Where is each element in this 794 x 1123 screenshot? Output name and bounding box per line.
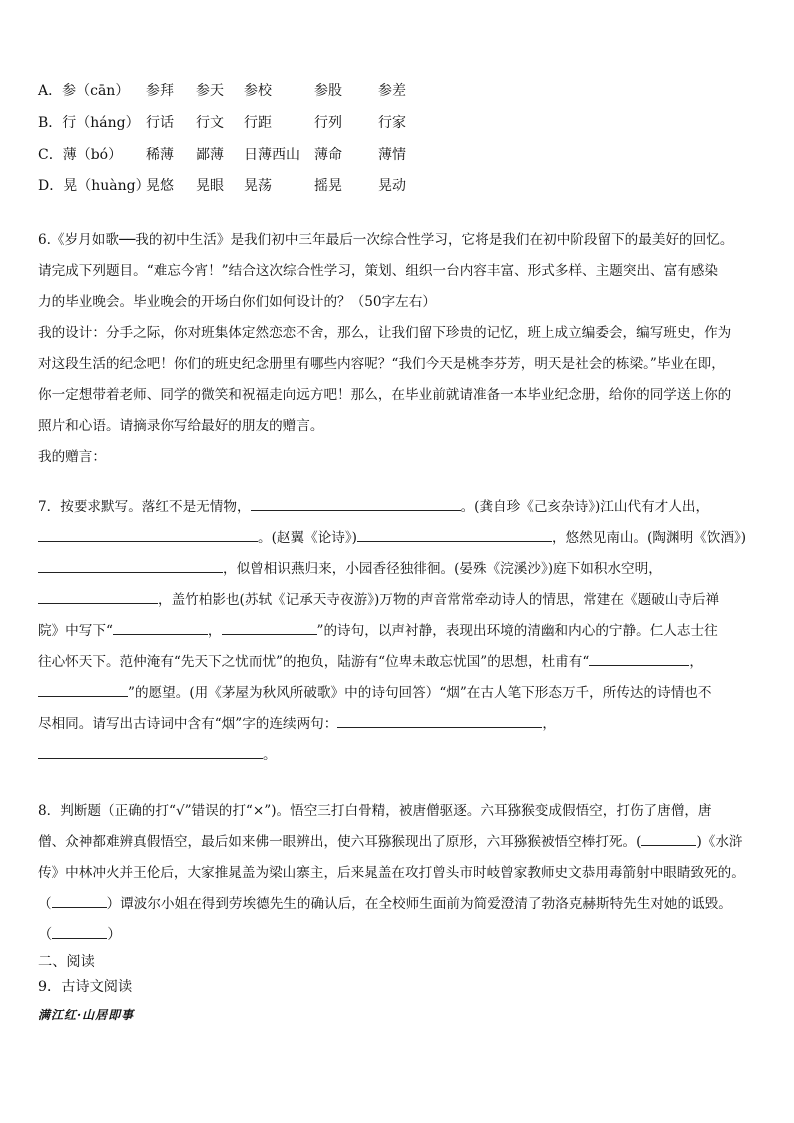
answer-blank[interactable] <box>38 525 258 542</box>
text: 院》中写下“ <box>38 623 113 639</box>
answer-blank[interactable] <box>52 891 107 908</box>
word: 行家 <box>378 115 406 131</box>
answer-blank[interactable] <box>52 922 107 939</box>
text: 僧、众神都难辨真假悟空，最后如来佛一眼辨出，使六耳猕猴现出了原形，六耳猕猴被悟空棒打死。( <box>38 834 642 850</box>
word: 日薄西山 <box>244 147 300 163</box>
question-6-line: 力的毕业晚会。毕业晚会的开场白你们如何设计的？（50字左右） <box>38 294 436 310</box>
question-8-line: 传》中林冲火并王伦后，大家推晁盖为梁山寨主，后来晁盖在攻打曾头市时岐曾家教师史文恭用毒箭射中眼睛致死的。 <box>38 865 745 881</box>
answer-blank[interactable] <box>357 525 552 542</box>
answer-blank[interactable] <box>38 680 128 697</box>
text: ， <box>689 654 703 670</box>
text: 尽相同。请写出古诗词中含有“烟”字的连续两句： <box>38 716 338 732</box>
text: 。 <box>263 747 277 763</box>
word: 薄命 <box>314 147 342 163</box>
text: ）谭波尔小姐在得到劳埃德先生的确认后，在全校师生面前为简爱澄清了勃洛克赫斯特先生对她的诋毁。 <box>106 896 732 912</box>
question-6-line: 我的设计：分手之际，你对班集体定然恋恋不舍，那么，让我们留下珍贵的记忆，班上成立编委会，编写班史，作为 <box>38 325 732 341</box>
question-9-heading: 9．古诗文阅读 <box>38 979 133 995</box>
question-6 <box>38 225 768 473</box>
word: 参股 <box>314 83 342 99</box>
question-8-line <box>38 827 768 858</box>
text: ， <box>207 623 222 639</box>
answer-blank[interactable] <box>38 556 223 573</box>
question-8 <box>38 796 768 920</box>
question-7-line <box>38 523 768 554</box>
word: 薄情 <box>378 147 406 163</box>
question-6-line: 我的赠言： <box>38 449 106 465</box>
question-8-line <box>38 889 768 920</box>
question-7-line <box>38 492 768 523</box>
option-label: C．薄（bó） <box>38 147 123 163</box>
text: 7．按要求默写。落红不是无情物， <box>38 499 251 515</box>
question-6-line: 请完成下列题目。“难忘今宵！”结合这次综合性学习，策划、组织一台内容丰富、形式多样、主题突出、富有感染 <box>38 263 718 279</box>
word: 摇晃 <box>314 178 342 194</box>
text: ，盖竹柏影也(苏轼《记承天寺夜游》)万物的声音常常牵动诗人的情思，常建在《题破山寺后禅 <box>158 592 720 608</box>
text: （ <box>38 927 53 943</box>
word: 晃荡 <box>244 178 272 194</box>
poem-title: 满江红·山居即事 <box>38 1008 135 1022</box>
answer-blank[interactable] <box>589 649 689 666</box>
text: 往心怀天下。范仲淹有“先天下之忧而忧”的抱负，陆游有“位卑未敢忘忧国”的思想，杜甫有“ <box>38 654 590 670</box>
question-6-line: 6.《岁月如歌──我的初中生活》是我们初中三年最后一次综合性学习，它将是我们在初中阶段留下的最美好的回忆。 <box>38 232 734 248</box>
word: 晃动 <box>378 178 406 194</box>
word: 行距 <box>244 115 272 131</box>
question-6-line: 照片和心语。请摘录你写给最好的朋友的赠言。 <box>38 418 324 434</box>
answer-blank[interactable] <box>337 711 542 728</box>
question-7-line <box>38 585 768 616</box>
word: 鄙薄 <box>196 147 224 163</box>
text: 。(赵翼《论诗》) <box>258 530 357 546</box>
text: ， <box>542 716 556 732</box>
question-7-line <box>38 647 768 678</box>
word: 行文 <box>196 115 224 131</box>
section-heading: 二、阅读 <box>38 954 95 970</box>
word: 参差 <box>378 83 406 99</box>
question-7-line <box>38 709 768 740</box>
answer-blank[interactable] <box>222 618 317 635</box>
question-7-line <box>38 554 768 585</box>
question-8-last-line <box>38 922 121 947</box>
question-6-line: 你一定想带着老师、同学的微笑和祝福走向远方吧！那么，在毕业前就请准备一本毕业纪念册，给你的同学送上你的 <box>38 387 732 403</box>
word: 参校 <box>244 83 272 99</box>
word: 晃悠 <box>146 178 174 194</box>
option-label: D．晃（huàng） <box>38 178 150 194</box>
option-label: B．行（háng） <box>38 115 140 131</box>
answer-blank[interactable] <box>113 618 208 635</box>
answer-blank[interactable] <box>641 829 696 846</box>
word: 稀薄 <box>146 147 174 163</box>
question-7 <box>38 492 768 771</box>
word: 参天 <box>196 83 224 99</box>
answer-blank[interactable] <box>251 494 461 511</box>
text: ，悠然见南山。(陶渊明《饮酒》) <box>551 530 747 546</box>
answer-blank[interactable] <box>38 742 263 759</box>
text: ，似曾相识燕归来，小园香径独徘徊。(晏殊《浣溪沙》)庭下如积水空明， <box>223 561 662 577</box>
word: 参拜 <box>146 83 174 99</box>
question-6-line: 对这段生活的纪念吧！你们的班史纪念册里有哪些内容呢？“我们今天是桃李芬芳，明天是社会的栋梁。”毕业在即， <box>38 356 725 372</box>
text: ） <box>107 927 122 943</box>
text: （ <box>38 896 52 912</box>
option-label: A．参（cān） <box>38 83 130 99</box>
text: )《水浒 <box>696 834 743 850</box>
word: 晃眼 <box>196 178 224 194</box>
text: ”的诗句，以声衬静，表现出环境的清幽和内心的宁静。仁人志士往 <box>316 623 718 639</box>
question-7-line <box>38 740 768 771</box>
answer-blank[interactable] <box>38 587 158 604</box>
text: ”的愿望。(用《茅屋为秋风所破歌》中的诗句回答）“烟”在古人笔下形态万千，所传达的诗情也不 <box>128 685 712 701</box>
word: 行列 <box>314 115 342 131</box>
question-7-line <box>38 678 768 709</box>
word: 行话 <box>146 115 174 131</box>
text: 。(龚自珍《己亥杂诗》)江山代有才人出， <box>460 499 710 515</box>
question-7-line <box>38 616 768 647</box>
question-8-line: 8．判断题（正确的打“√”错误的打“×”)。悟空三打白骨精，被唐僧驱逐。六耳猕猴变成假悟空，打伤了唐僧，唐 <box>38 803 712 819</box>
